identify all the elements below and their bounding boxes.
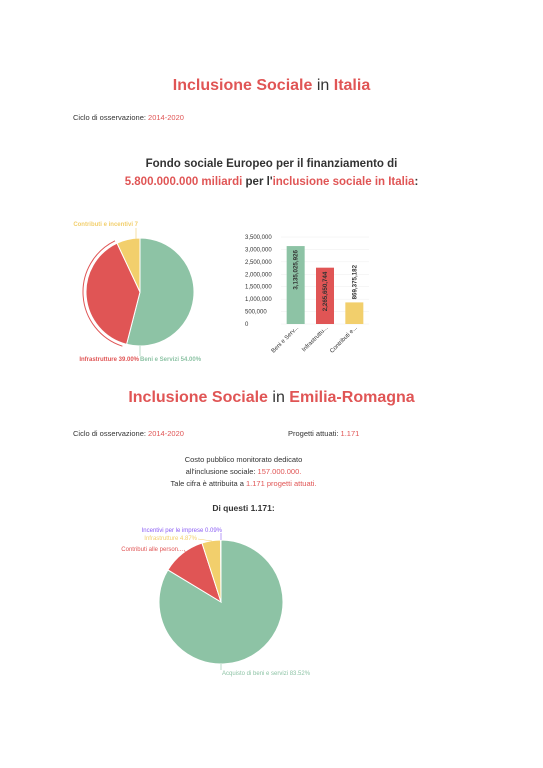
fund-line-1: Fondo sociale Europeo per il finanziamento di bbox=[145, 158, 398, 170]
cost-line-3b: 1.171 progetti attuati. bbox=[246, 479, 317, 488]
section2-cycle bbox=[73, 429, 184, 438]
title-in: in bbox=[316, 77, 330, 94]
bar-ytick-label: 2,500,000 bbox=[245, 259, 272, 266]
pie-chart-emilia-romagna bbox=[100, 520, 350, 685]
bar-ytick-label: 0 bbox=[245, 322, 249, 328]
pie-label-acquisto-beni: Acquisto di beni e servizi 83.52% bbox=[222, 671, 311, 677]
pie-label-infrastrutture: Infrastrutture 39.00% bbox=[79, 357, 139, 363]
section2-projects bbox=[288, 429, 359, 438]
projects-value: 1.171 bbox=[340, 429, 360, 438]
fund-amount: 5.800.000.000 miliardi bbox=[124, 176, 243, 188]
pie-label-contributi: Contributi e incentivi 7 bbox=[73, 222, 138, 228]
title-part-a: Inclusione Sociale bbox=[128, 389, 268, 406]
bar-ytick-label: 500,000 bbox=[245, 309, 267, 316]
cycle-value: 2014-2020 bbox=[148, 429, 184, 438]
pie-chart-italia bbox=[60, 215, 220, 375]
fund-mid: per l' bbox=[245, 176, 273, 188]
bar-category-label: Contributi e... bbox=[329, 325, 359, 355]
of-these: Di questi 1.171: bbox=[212, 503, 275, 513]
bar-value-label: 869,375,182 bbox=[351, 264, 359, 300]
cost-line-2a: all'inclusione sociale: bbox=[185, 467, 256, 476]
title-part-b: Italia bbox=[333, 77, 371, 94]
section1-title bbox=[0, 77, 543, 95]
bar-category-label: Beni e Serv... bbox=[270, 325, 301, 355]
cost-line-1: Costo pubblico monitorato dedicato bbox=[184, 455, 303, 464]
bar-ytick-label: 1,500,000 bbox=[245, 284, 272, 291]
bar-ytick-label: 3,000,000 bbox=[245, 247, 272, 254]
title-in: in bbox=[272, 389, 285, 406]
bar-ytick-label: 3,500,000 bbox=[245, 235, 272, 241]
pie-label-infrastrutture: Infrastrutture 4.87% bbox=[144, 536, 197, 542]
bar-ytick-label: 1,000,000 bbox=[245, 297, 272, 304]
cost-value: 157.000.000. bbox=[257, 467, 302, 476]
fund-target: inclusione sociale in Italia bbox=[272, 176, 415, 188]
pie-label-contributi-persone: Contributi alle person... bbox=[121, 547, 183, 553]
bar-value-label: 3,135,025,926 bbox=[292, 250, 300, 290]
cycle-value: 2014-2020 bbox=[148, 113, 184, 122]
bar-chart-italia bbox=[235, 225, 375, 375]
cost-line-3 bbox=[0, 479, 515, 488]
section1-cycle bbox=[73, 113, 184, 122]
bar-ytick-label: 2,000,000 bbox=[245, 272, 272, 279]
title-part-b: Emilia-Romagna bbox=[289, 389, 415, 406]
projects-label: Progetti attuati: bbox=[288, 429, 339, 438]
cost-line-3a: Tale cifra è attribuita a bbox=[170, 479, 244, 488]
bar-2 bbox=[345, 302, 363, 324]
title-part-a: Inclusione Sociale bbox=[172, 77, 313, 94]
bar-category-label: Infrastruttu... bbox=[301, 325, 330, 354]
cost-line-2 bbox=[0, 467, 515, 476]
pie-label-incentivi-imprese: Incentivi per le imprese 0.09% bbox=[141, 528, 222, 534]
cycle-label: Ciclo di osservazione: bbox=[73, 113, 146, 122]
bar-value-label: 2,265,650,744 bbox=[322, 271, 329, 312]
fund-line-2 bbox=[0, 176, 543, 188]
section2-title bbox=[0, 389, 543, 407]
cycle-label: Ciclo di osservazione: bbox=[73, 429, 146, 438]
fund-end: : bbox=[414, 176, 419, 188]
pie-leader-line bbox=[198, 539, 212, 541]
pie-label-beni-servizi: Beni e Servizi 54.00% bbox=[140, 357, 202, 363]
